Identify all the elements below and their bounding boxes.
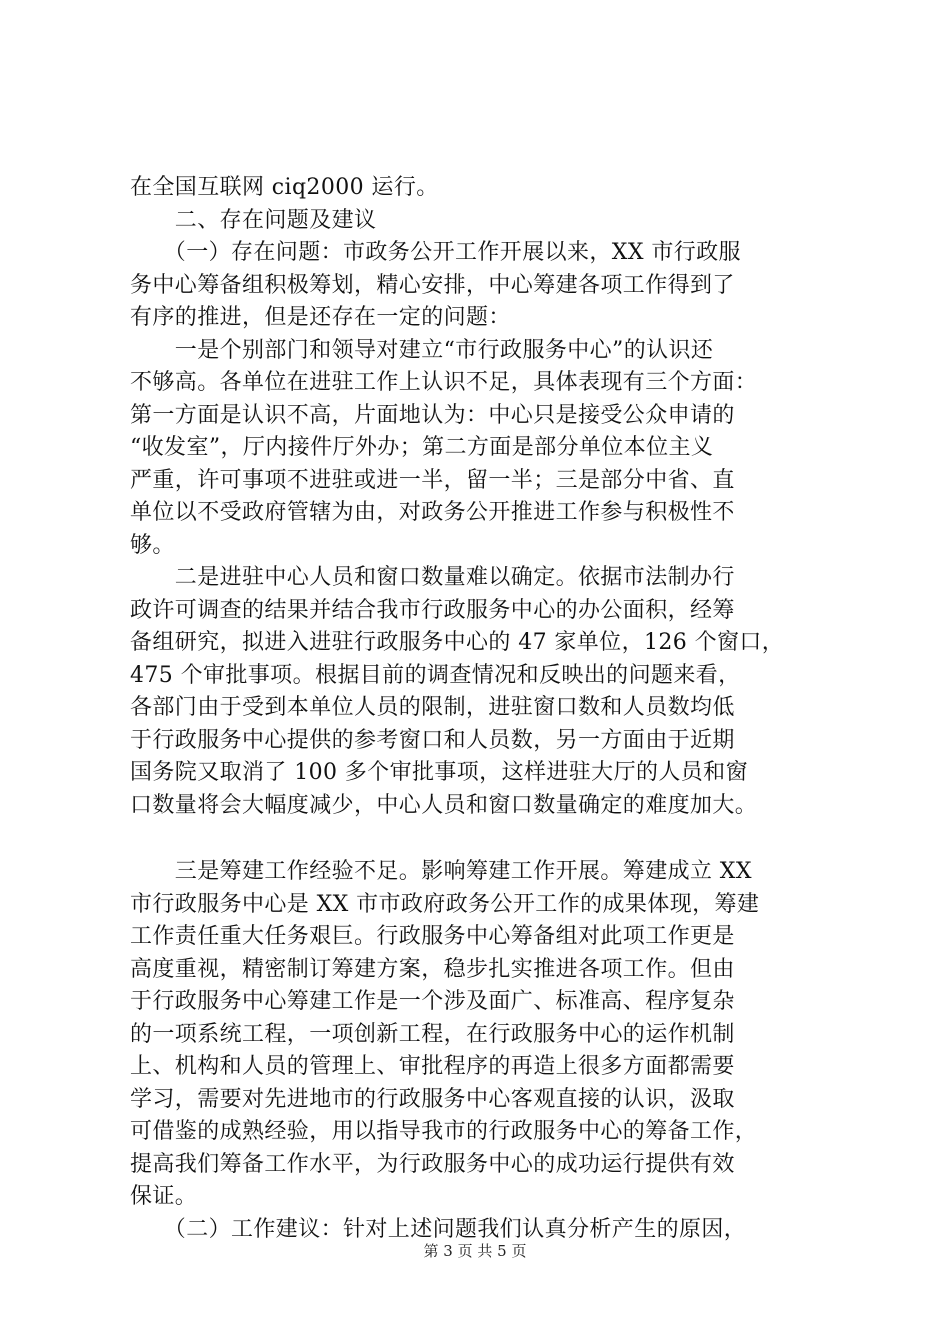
text-line: 单位以不受政府管辖为由，对政务公开推进工作参与积极性不	[130, 500, 735, 525]
text-line: 于行政服务中心筹建工作是一个涉及面广、标准高、程序复杂	[130, 989, 735, 1014]
text-line: 高度重视，精密制订筹建方案，稳步扎实推进各项工作。但由	[130, 956, 735, 982]
text-line: 三是筹建工作经验不足。影响筹建工作开展。筹建成立 XX	[130, 859, 752, 884]
text-line: 不够高。各单位在进驻工作上认识不足，具体表现有三个方面：	[130, 370, 758, 395]
text-line: 口数量将会大幅度减少，中心人员和窗口数量确定的难度加大。	[130, 792, 758, 818]
section-heading: 二、存在问题及建议	[130, 207, 377, 233]
text-line: 政许可调查的结果并结合我市行政服务中心的办公面积，经筹	[130, 597, 735, 623]
text-line: 国务院又取消了 100 多个审批事项，这样进驻大厅的人员和窗	[130, 760, 748, 785]
text-line: 学习，需要对先进地市的行政服务中心客观直接的认识，汲取	[130, 1086, 735, 1112]
text-line: （一）存在问题：市政务公开工作开展以来，XX 市行政服	[130, 240, 741, 265]
document-body	[130, 172, 830, 1246]
text-line: 二是进驻中心人员和窗口数量难以确定。依据市法制办行	[130, 565, 735, 590]
text-line: 严重，许可事项不进驻或进一半，留一半；三是部分中省、直	[130, 467, 735, 493]
text-line: 工作责任重大任务艰巨。行政服务中心筹备组对此项工作更是	[130, 924, 735, 949]
text-line: 有序的推进，但是还存在一定的问题：	[130, 305, 511, 330]
text-line: 于行政服务中心提供的参考窗口和人员数，另一方面由于近期	[130, 727, 735, 753]
text-line: 的一项系统工程，一项创新工程，在行政服务中心的运作机制	[130, 1021, 735, 1047]
text-line: “收发室”，厅内接件厅外办；第二方面是部分单位本位主义	[130, 435, 714, 460]
text-line: 提高我们筹备工作水平，为行政服务中心的成功运行提供有效	[130, 1151, 735, 1177]
text-line: （二）工作建议：针对上述问题我们认真分析产生的原因，	[130, 1216, 747, 1242]
text-line: 上、机构和人员的管理上、审批程序的再造上很多方面都需要	[130, 1054, 735, 1079]
text-line: 可借鉴的成熟经验，用以指导我市的行政服务中心的筹备工作，	[130, 1119, 758, 1144]
text-line: 保证。	[130, 1184, 198, 1209]
text-line: 备组研究，拟进入进驻行政服务中心的 47 家单位，126 个窗口，	[130, 630, 785, 655]
paragraph-gap	[130, 822, 830, 856]
text-line: 475 个审批事项。根据目前的调查情况和反映出的问题来看，	[130, 662, 741, 688]
text-line: 够。	[130, 532, 175, 558]
text-line: 在全国互联网 ciq2000 运行。	[130, 175, 439, 200]
text-line: 市行政服务中心是 XX 市市政府政务公开工作的成果体现，筹建	[130, 891, 760, 917]
text-line: 各部门由于受到本单位人员的限制，进驻窗口数和人员数均低	[130, 695, 735, 720]
text-line: 一是个别部门和领导对建立“市行政服务中心”的认识还	[130, 337, 714, 363]
page-number-footer: 第 3 页 共 5 页	[423, 1242, 527, 1260]
text-line: 第一方面是认识不高，片面地认为：中心只是接受公众申请的	[130, 402, 735, 428]
text-line: 务中心筹备组积极筹划，精心安排，中心筹建各项工作得到了	[130, 272, 735, 298]
